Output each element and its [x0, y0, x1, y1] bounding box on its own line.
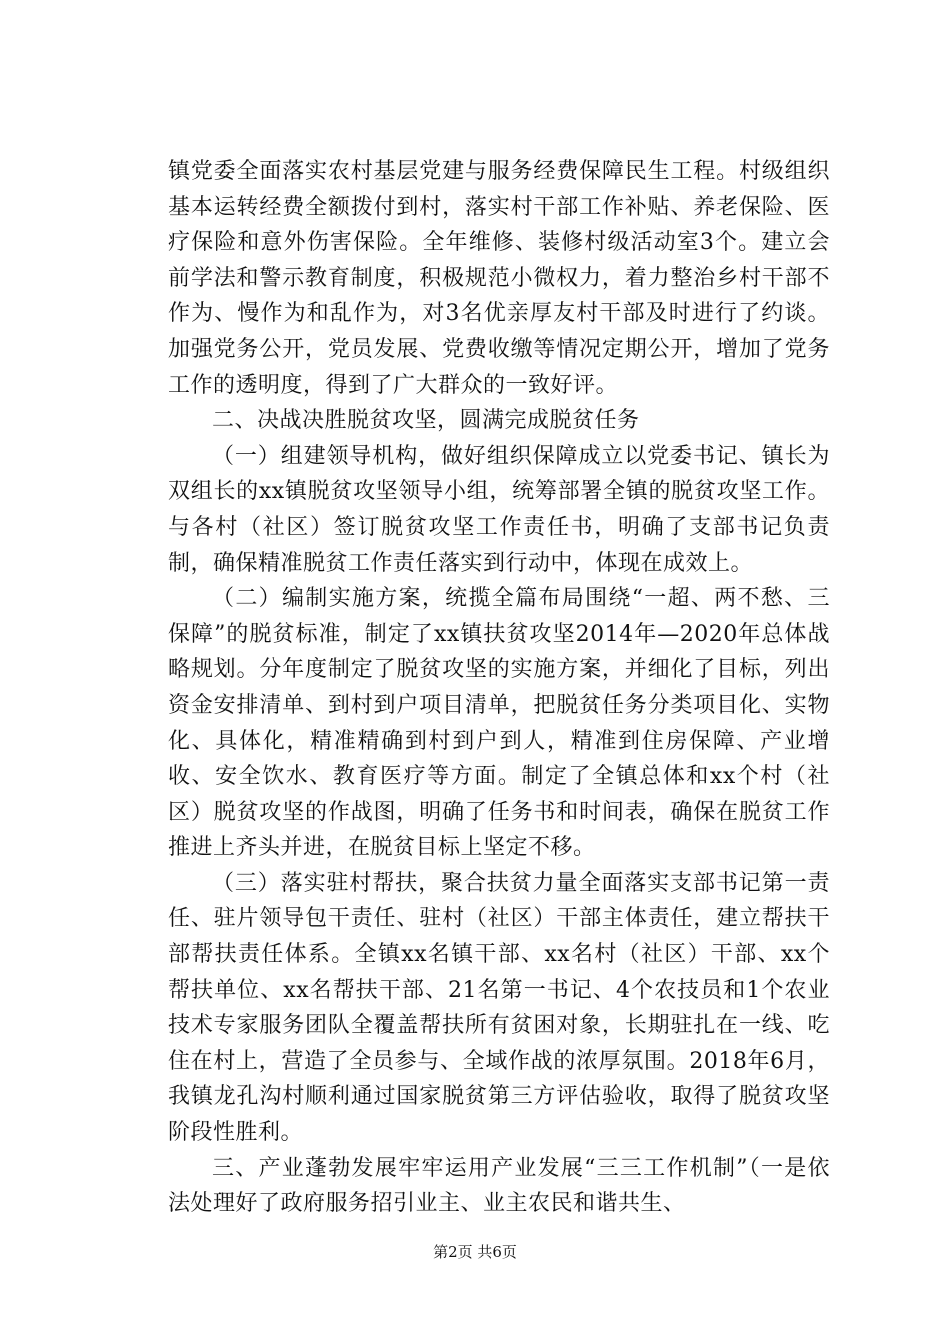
section-heading-poverty-alleviation: 二、决战决胜脱贫攻坚，圆满完成脱贫任务 [212, 408, 640, 434]
page-number-footer: 第2页 共6页 [433, 1243, 517, 1261]
paragraph-village-assistance: （三）落实驻村帮扶，聚合扶贫力量全面落实支部书记第一责任、驻片领导包干责任、驻村（社区）干部主体责任，建立帮扶干部帮扶责任体系。全镇xx名镇干部、xx名村（社区）干部、xx个帮扶单位、xx名帮扶干部、21名第一书记、4个农技员和1个农业技术专家服务团队全覆盖帮扶所有贫困对象，长期驻扎在一线、吃住在村上，营造了全员参与、全域作战的浓厚氛围。2018年6月，我镇龙孔沟村顺利通过国家脱贫第三方评估验收，取得了脱贫攻坚阶段性胜利。 [168, 870, 830, 1146]
paragraph-leadership-organization: （一）组建领导机构，做好组织保障成立以党委书记、镇长为双组长的xx镇脱贫攻坚领导小组，统筹部署全镇的脱贫攻坚工作。与各村（社区）签订脱贫攻坚工作责任书，明确了支部书记负责制，确保精准脱贫工作责任落实到行动中，体现在成效上。 [168, 443, 830, 576]
section-heading-industry-development: 三、产业蓬勃发展牢牢运用产业发展“三三工作机制”（一是依法处理好了政府服务招引业主、业主农民和谐共生、 [168, 1155, 830, 1217]
paragraph-implementation-plan: （二）编制实施方案，统揽全篇布局围绕“一超、两不愁、三保障”的脱贫标准，制定了xx镇扶贫攻坚2014年—2020年总体战略规划。分年度制定了脱贫攻坚的实施方案，并细化了目标，列出资金安排清单、到村到户项目清单，把脱贫任务分类项目化、实物化、具体化，精准精确到村到户到人，精准到住房保障、产业增收、安全饮水、教育医疗等方面。制定了全镇总体和xx个村（社区）脱贫攻坚的作战图，明确了任务书和时间表，确保在脱贫工作推进上齐头并进，在脱贫目标上坚定不移。 [168, 586, 830, 861]
paragraph-party-building: 镇党委全面落实农村基层党建与服务经费保障民生工程。村级组织基本运转经费全额拨付到村，落实村干部工作补贴、养老保险、医疗保险和意外伤害保险。全年维修、装修村级活动室3个。建立会前学法和警示教育制度，积极规范小微权力，着力整治乡村干部不作为、慢作为和乱作为，对3名优亲厚友村干部及时进行了约谈。加强党务公开，党员发展、党费收缴等情况定期公开，增加了党务工作的透明度，得到了广大群众的一致好评。 [168, 159, 830, 398]
document-body [168, 154, 830, 1222]
